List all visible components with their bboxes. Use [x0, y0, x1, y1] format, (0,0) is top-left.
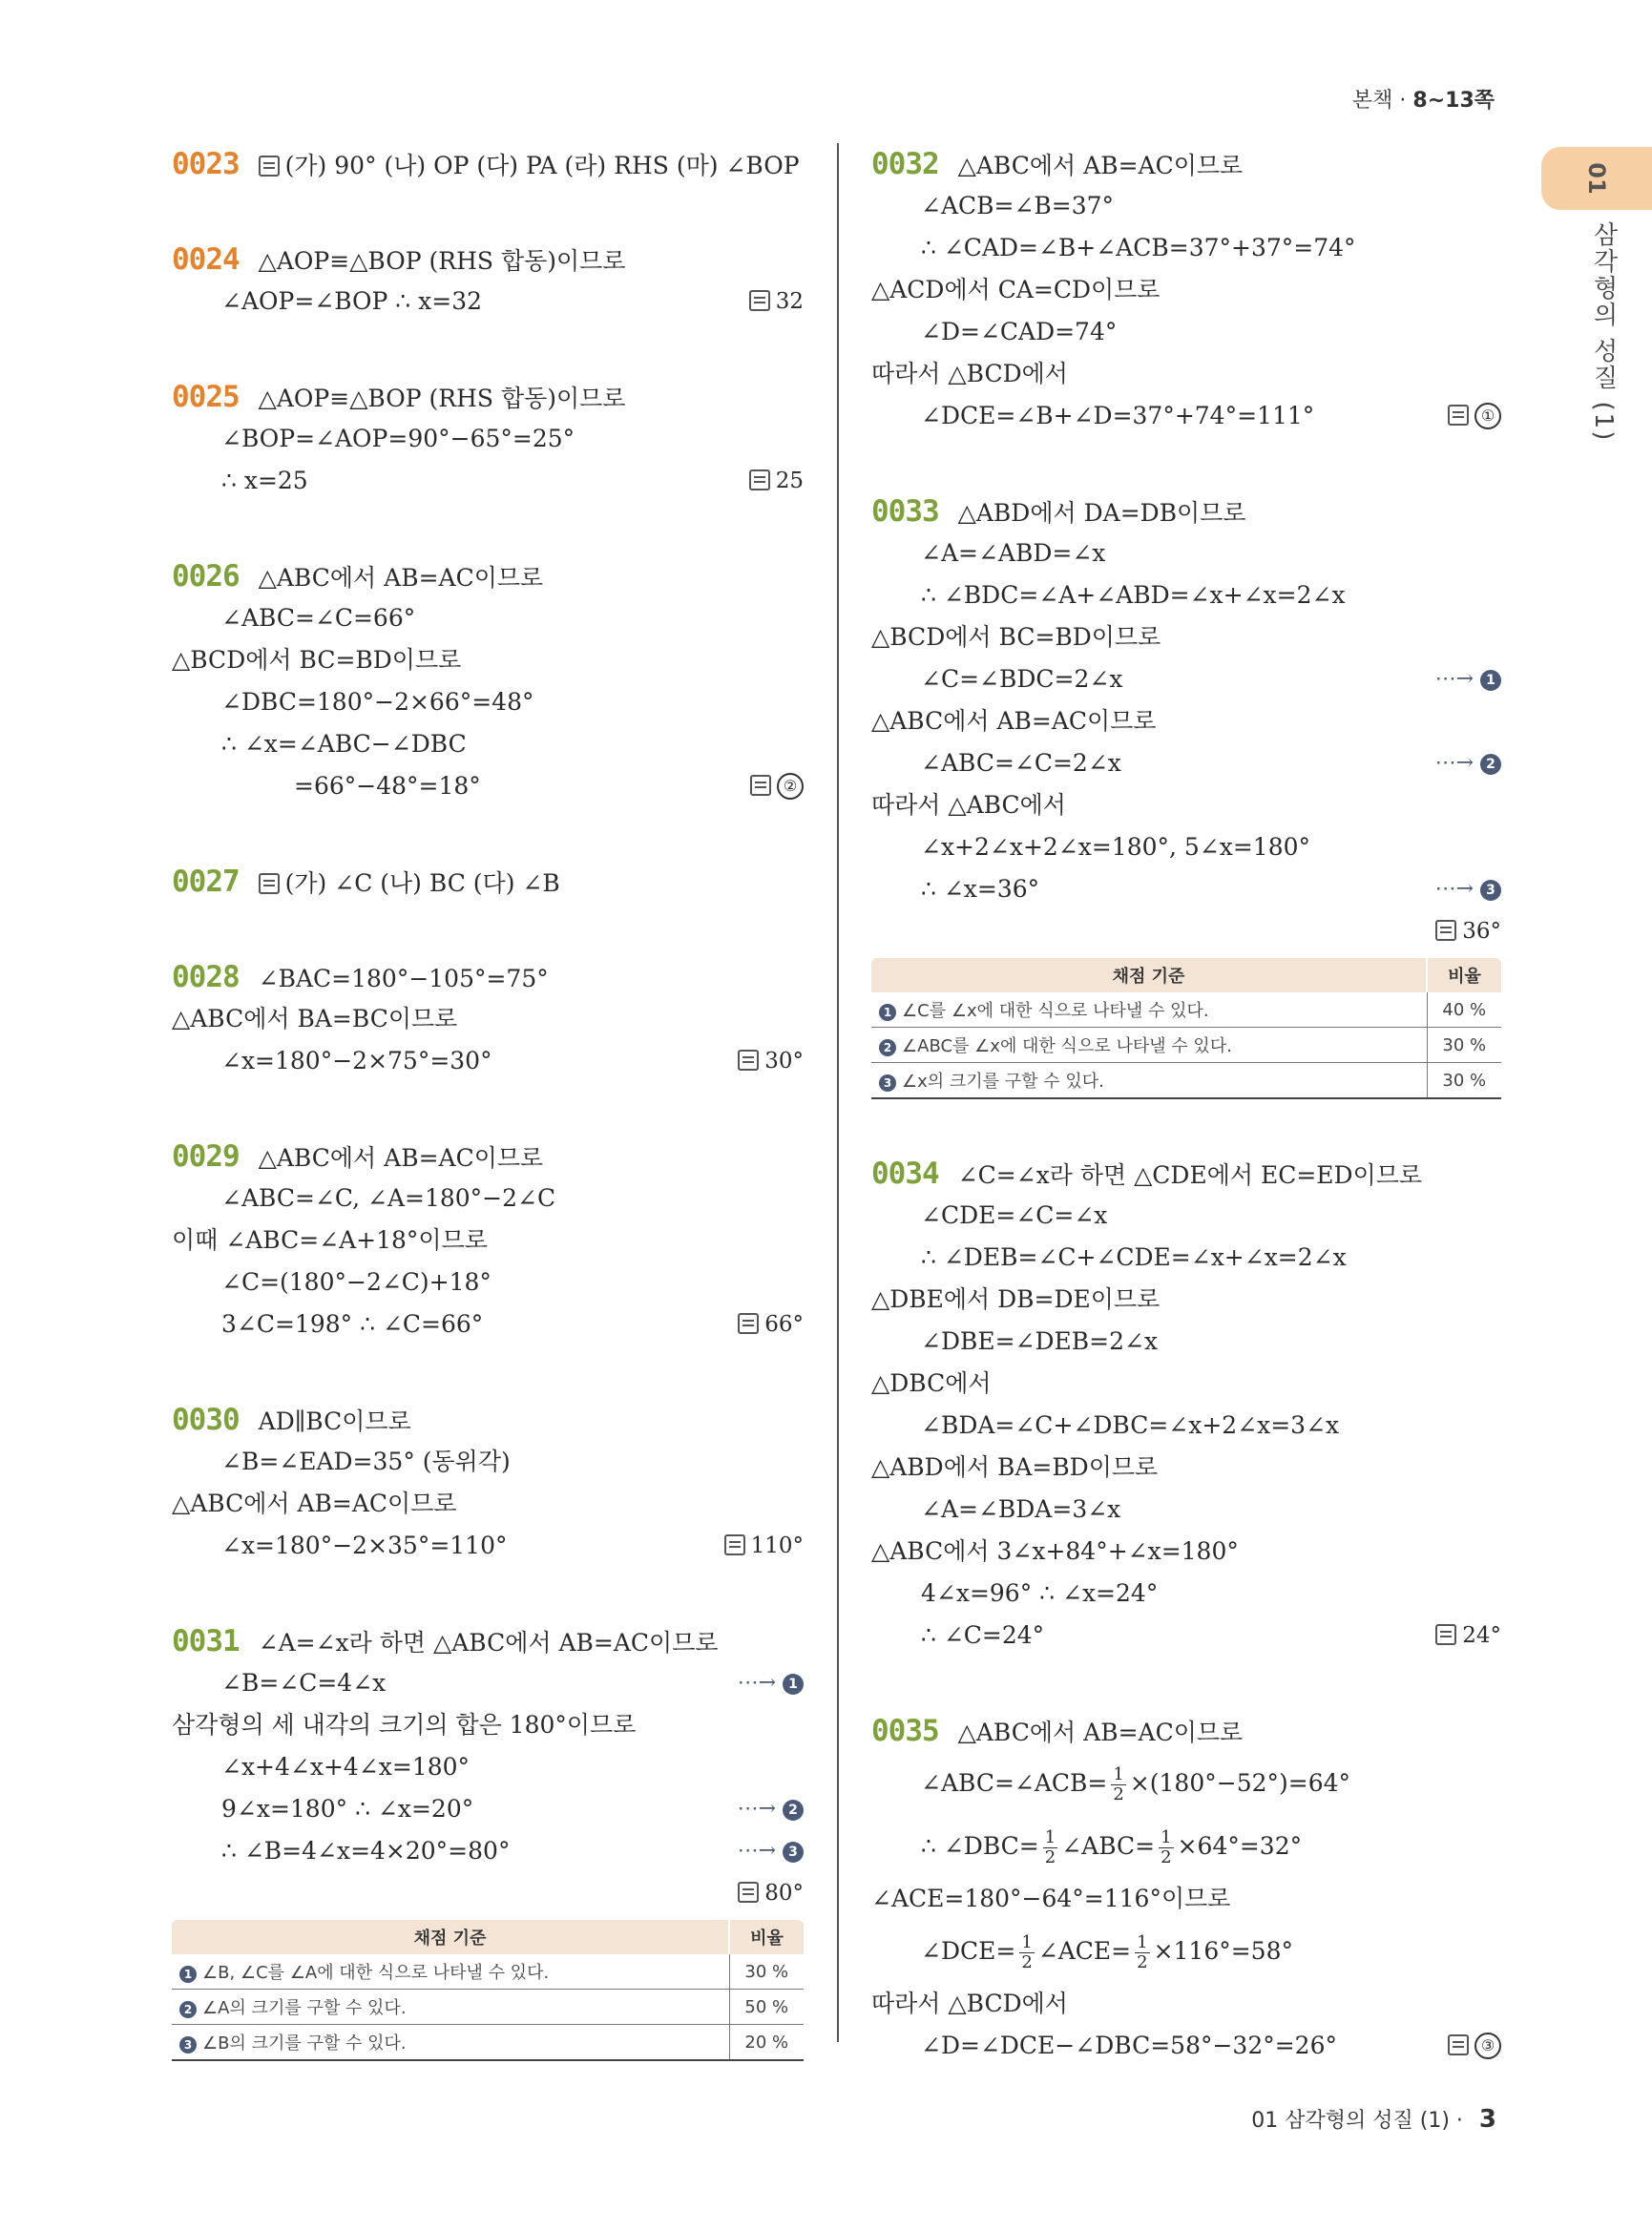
solution-line: △AOP≡△BOP (RHS 합동)이므로 — [258, 247, 626, 275]
solution-line: △ABC에서 AB=AC이므로 — [957, 152, 1244, 179]
solution-line: ∠ABC=∠C=66° — [221, 604, 416, 632]
answer-icon — [1435, 920, 1456, 941]
solution-line: ∠ACE=180°−64°=116°이므로 — [871, 1885, 1231, 1912]
solution-line: ∠D=∠CAD=74° — [921, 318, 1118, 345]
solution-line: ∴ ∠BDC=∠A+∠ABD=∠x+∠x=2∠x — [921, 581, 1346, 609]
left-column — [172, 143, 804, 2115]
solution-line: △ABC에서 AB=AC이므로 — [871, 707, 1157, 735]
solution-line: △ACD에서 CA=CD이므로 — [871, 276, 1161, 303]
fraction: $\frac{1}{2}$ — [1113, 1764, 1124, 1804]
answer-icon — [738, 1313, 759, 1334]
solution-line: ∠ABC=∠C, ∠A=180°−2∠C — [221, 1184, 556, 1212]
solution-line: 따라서 △BCD에서 — [871, 360, 1068, 387]
answer: 110° — [724, 1525, 804, 1567]
solution-line: ∠D=∠DCE−∠DBC=58°−32°=26° — [921, 2032, 1337, 2059]
step-marker: ⋯→ 2 — [1435, 742, 1501, 784]
problem-0026 — [172, 555, 804, 807]
solution-line: ∠AOP=∠BOP ∴ x=32 — [221, 287, 483, 315]
solution-line: 9∠x=180° ∴ ∠x=20° — [221, 1795, 474, 1823]
problem-0034 — [871, 1153, 1501, 1657]
ratio-header: 비율 — [1427, 958, 1501, 992]
answer-icon — [750, 775, 771, 796]
solution-line: ∠B=∠EAD=35° (동위각) — [221, 1448, 511, 1475]
problem-0031 — [172, 1620, 804, 2061]
answer: 36° — [1435, 910, 1501, 952]
table-row: 2 ∠A의 크기를 구할 수 있다. 50 % — [172, 1990, 804, 2025]
answer: 24° — [1435, 1615, 1501, 1657]
column-divider — [837, 143, 839, 2042]
problem-number: 0030 — [172, 1403, 240, 1437]
problem-number: 0027 — [172, 865, 240, 899]
solution-line: ∠CDE=∠C=∠x — [921, 1201, 1108, 1229]
page-reference: 본책 · 8~13쪽 — [1351, 89, 1495, 113]
fraction: $\frac{1}{2}$ — [1137, 1932, 1148, 1972]
solution-line: ∴ ∠CAD=∠B+∠ACB=37°+37°=74° — [921, 234, 1356, 261]
problem-0030 — [172, 1399, 804, 1567]
problem-number: 0028 — [172, 960, 240, 994]
solution-line: △ABC에서 AB=AC이므로 — [258, 564, 544, 592]
answer-icon — [259, 156, 280, 177]
answer-icon — [724, 1534, 745, 1555]
answer-icon — [749, 469, 770, 490]
answer-text: (가) 90° (나) OP (다) PA (라) RHS (마) ∠BOP — [284, 152, 800, 179]
solution-line: ∠C=∠BDC=2∠x — [921, 665, 1123, 693]
step-marker: ⋯→ 1 — [1435, 658, 1501, 700]
problem-0023 — [172, 143, 804, 185]
answer-icon — [738, 1050, 759, 1071]
solution-line: ∠BOP=∠AOP=90°−65°=25° — [221, 425, 575, 452]
problem-number: 0024 — [172, 242, 240, 277]
answer: ① — [1448, 395, 1501, 437]
problem-number: 0026 — [172, 559, 240, 594]
problem-0025 — [172, 376, 804, 502]
solution-line: △ABC에서 AB=AC이므로 — [957, 1719, 1244, 1746]
problem-number: 0033 — [871, 494, 939, 529]
table-row: 1 ∠C를 ∠x에 대한 식으로 나타낼 수 있다. 40 % — [871, 992, 1501, 1028]
solution-line: ∠BAC=180°−105°=75° — [258, 965, 549, 992]
solution-line: ∠A=∠ABD=∠x — [921, 539, 1106, 567]
solution-line: △ABD에서 DA=DB이므로 — [957, 499, 1246, 527]
grading-table — [172, 1920, 804, 2061]
problem-0024 — [172, 239, 804, 323]
solution-line: △ABC에서 3∠x+84°+∠x=180° — [871, 1537, 1239, 1565]
grading-table — [871, 958, 1501, 1099]
chapter-title: 삼각형의 성질 (1) — [1589, 221, 1618, 443]
solution-line: 삼각형의 세 내각의 크기의 합은 180°이므로 — [172, 1711, 637, 1739]
solution-line: ∠B=∠C=4∠x — [221, 1669, 387, 1697]
answer: 32 — [749, 281, 804, 323]
solution-line: ∠DBE=∠DEB=2∠x — [921, 1327, 1159, 1355]
solution-line: ∠A=∠x라 하면 △ABC에서 AB=AC이므로 — [258, 1629, 719, 1657]
answer-icon — [1448, 405, 1469, 426]
solution-line: 4∠x=96° ∴ ∠x=24° — [921, 1579, 1159, 1607]
solution-line: ∴ ∠x=∠ABC−∠DBC — [221, 730, 467, 758]
fraction: $\frac{1}{2}$ — [1021, 1932, 1033, 1972]
solution-line: =66°−48°=18° — [294, 772, 481, 800]
answer-icon — [259, 873, 280, 894]
table-row: 2 ∠ABC를 ∠x에 대한 식으로 나타낼 수 있다. 30 % — [871, 1028, 1501, 1063]
table-row: 3 ∠x의 크기를 구할 수 있다. 30 % — [871, 1063, 1501, 1099]
step-marker: ⋯→ 3 — [738, 1830, 804, 1872]
solution-line: 따라서 △ABC에서 — [871, 791, 1066, 819]
answer-icon — [1435, 1624, 1456, 1645]
solution-line: △AOP≡△BOP (RHS 합동)이므로 — [258, 385, 626, 412]
solution-line: 따라서 △BCD에서 — [871, 1990, 1068, 2017]
answer: 30° — [738, 1040, 804, 1082]
solution-line: ∠A=∠BDA=3∠x — [921, 1495, 1121, 1523]
solution-line: ∴ ∠x=36° — [921, 875, 1040, 903]
solution-line: △BCD에서 BC=BD이므로 — [871, 623, 1161, 651]
solution-line: AD∥BC이므로 — [258, 1407, 411, 1435]
fraction: $\frac{1}{2}$ — [1161, 1827, 1172, 1867]
problem-0029 — [172, 1136, 804, 1345]
answer: 80° — [738, 1872, 804, 1914]
solution-line: ∠ACB=∠B=37° — [921, 192, 1115, 219]
solution-line: ∠x+2∠x+2∠x=180°, 5∠x=180° — [921, 833, 1311, 861]
step-marker: ⋯→ 2 — [738, 1788, 804, 1830]
problem-0028 — [172, 956, 804, 1082]
solution-line: △DBC에서 — [871, 1369, 992, 1397]
solution-line: △BCD에서 BC=BD이므로 — [172, 646, 462, 674]
answer-icon — [738, 1882, 759, 1903]
solution-line: ∠ABC=∠ACB= $\frac{1}{2}$ ×(180°−52°)=64° — [921, 1764, 1351, 1804]
solution-line: ∠ABC=∠C=2∠x — [921, 749, 1121, 777]
answer: ③ — [1448, 2025, 1501, 2067]
page-footer: 01 삼각형의 성질 (1) · 3 — [1251, 2105, 1496, 2134]
solution-line: ∠DCE= $\frac{1}{2}$ ∠ACE= $\frac{1}{2}$ ×116°=58° — [921, 1932, 1293, 1972]
solution-line: ∴ ∠C=24° — [921, 1621, 1045, 1649]
problem-number: 0023 — [172, 147, 240, 181]
solution-line: ∠DCE=∠B+∠D=37°+74°=111° — [921, 402, 1315, 429]
chapter-tab — [1541, 147, 1652, 210]
solution-line: ∴ ∠B=4∠x=4×20°=80° — [221, 1837, 511, 1865]
problem-number: 0035 — [871, 1714, 939, 1748]
solution-line: ∴ ∠DEB=∠C+∠CDE=∠x+∠x=2∠x — [921, 1243, 1347, 1271]
solution-line: ∠x+4∠x+4∠x=180° — [221, 1753, 471, 1781]
ratio-header: 비율 — [729, 1920, 804, 1954]
answer-text: (가) ∠C (나) BC (다) ∠B — [284, 869, 560, 897]
solution-line: △DBE에서 DB=DE이므로 — [871, 1285, 1161, 1313]
problem-number: 0025 — [172, 380, 240, 414]
answer-icon — [1448, 2034, 1469, 2055]
solution-line: ∠C=(180°−2∠C)+18° — [221, 1268, 491, 1296]
solution-line: 3∠C=198° ∴ ∠C=66° — [221, 1310, 484, 1338]
problem-number: 0032 — [871, 147, 939, 181]
solution-line: △ABC에서 AB=AC이므로 — [258, 1144, 544, 1172]
grading-header: 채점 기준 — [871, 958, 1427, 992]
solution-line: ∠x=180°−2×75°=30° — [221, 1047, 492, 1074]
answer: ② — [750, 765, 804, 807]
chapter-number: 01 — [1583, 162, 1610, 195]
problem-0032 — [871, 143, 1501, 437]
table-row: 3 ∠B의 크기를 구할 수 있다. 20 % — [172, 2025, 804, 2061]
solution-line: ∠x=180°−2×35°=110° — [221, 1532, 508, 1559]
answer-icon — [749, 290, 770, 311]
problem-number: 0031 — [172, 1624, 240, 1658]
answer: 25 — [749, 460, 804, 502]
right-column — [871, 143, 1501, 2120]
step-marker: ⋯→ 3 — [1435, 868, 1501, 910]
problem-0027 — [172, 861, 804, 903]
fraction: $\frac{1}{2}$ — [1044, 1827, 1056, 1867]
solution-line: ∴ ∠DBC= $\frac{1}{2}$ ∠ABC= $\frac{1}{2}$ ×64°=32° — [921, 1827, 1303, 1867]
solution-line: ∠DBC=180°−2×66°=48° — [221, 688, 534, 716]
table-row: 1 ∠B, ∠C를 ∠A에 대한 식으로 나타낼 수 있다. 30 % — [172, 1954, 804, 1990]
problem-number: 0034 — [871, 1157, 939, 1191]
solution-line: △ABC에서 AB=AC이므로 — [172, 1490, 457, 1517]
page-number: 3 — [1478, 2105, 1496, 2134]
solution-line: 이때 ∠ABC=∠A+18°이므로 — [172, 1226, 488, 1254]
answer: 66° — [738, 1303, 804, 1345]
step-marker: ⋯→ 1 — [738, 1662, 804, 1704]
grading-header: 채점 기준 — [172, 1920, 729, 1954]
solution-line: △ABC에서 BA=BC이므로 — [172, 1005, 458, 1032]
problem-number: 0029 — [172, 1139, 240, 1174]
solution-line: ∠BDA=∠C+∠DBC=∠x+2∠x=3∠x — [921, 1411, 1340, 1439]
solution-line: ∴ x=25 — [221, 467, 308, 494]
problem-0035 — [871, 1710, 1501, 2067]
solution-line: ∠C=∠x라 하면 △CDE에서 EC=ED이므로 — [957, 1161, 1423, 1189]
solution-line: △ABD에서 BA=BD이므로 — [871, 1453, 1159, 1481]
problem-0033 — [871, 490, 1501, 1099]
